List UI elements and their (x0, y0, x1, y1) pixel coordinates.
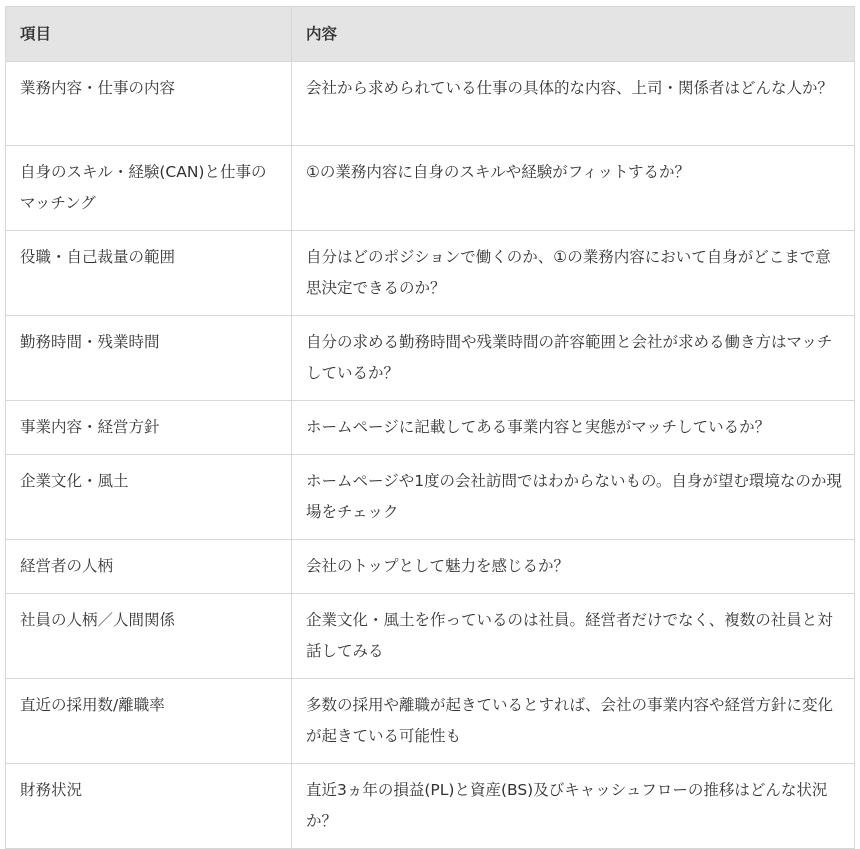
checklist-table (5, 6, 855, 849)
table-row (6, 764, 855, 849)
row-content-cell: 会社から求められている仕事の具体的な内容、上司・関係者はどんな人か？ (292, 62, 855, 146)
row-content-cell: 会社のトップとして魅力を感じるか？ (292, 540, 855, 594)
row-item-cell: 企業文化・風土 (6, 455, 292, 540)
header-content: 内容 (292, 7, 855, 62)
table-row (6, 231, 855, 316)
table-row (6, 62, 855, 146)
header-item: 項目 (6, 7, 292, 62)
row-content-cell: ホームページに記載してある事業内容と実態がマッチしているか？ (292, 401, 855, 455)
row-item-cell: 直近の採用数/離職率 (6, 679, 292, 764)
row-item-cell: 経営者の人柄 (6, 540, 292, 594)
table-row (6, 679, 855, 764)
row-item-cell: 役職・自己裁量の範囲 (6, 231, 292, 316)
table-row (6, 455, 855, 540)
row-content-cell: 直近3ヵ年の損益(PL)と資産(BS)及びキャッシュフローの推移はどんな状況か？ (292, 764, 855, 849)
table-row (6, 594, 855, 679)
table-row (6, 540, 855, 594)
row-content-cell: 多数の採用や離職が起きているとすれば、会社の事業内容や経営方針に変化が起きている可能性も (292, 679, 855, 764)
row-item-cell: 勤務時間・残業時間 (6, 316, 292, 401)
row-content-cell: ①の業務内容に自身のスキルや経験がフィットするか？ (292, 146, 855, 231)
comparison-table-container (5, 6, 854, 849)
table-row (6, 316, 855, 401)
table-row (6, 146, 855, 231)
table-row (6, 401, 855, 455)
row-item-cell: 業務内容・仕事の内容 (6, 62, 292, 146)
row-item-cell: 財務状況 (6, 764, 292, 849)
row-item-cell: 社員の人柄／人間関係 (6, 594, 292, 679)
row-content-cell: 自分の求める勤務時間や残業時間の許容範囲と会社が求める働き方はマッチしているか？ (292, 316, 855, 401)
row-item-cell: 自身のスキル・経験(CAN)と仕事のマッチング (6, 146, 292, 231)
row-item-cell: 事業内容・経営方針 (6, 401, 292, 455)
row-content-cell: 自分はどのポジションで働くのか、①の業務内容において自身がどこまで意思決定できるのか？ (292, 231, 855, 316)
table-header-row (6, 7, 855, 62)
row-content-cell: ホームページや1度の会社訪問ではわからないもの。自身が望む環境なのか現場をチェック (292, 455, 855, 540)
row-content-cell: 企業文化・風土を作っているのは社員。経営者だけでなく、複数の社員と対話してみる (292, 594, 855, 679)
